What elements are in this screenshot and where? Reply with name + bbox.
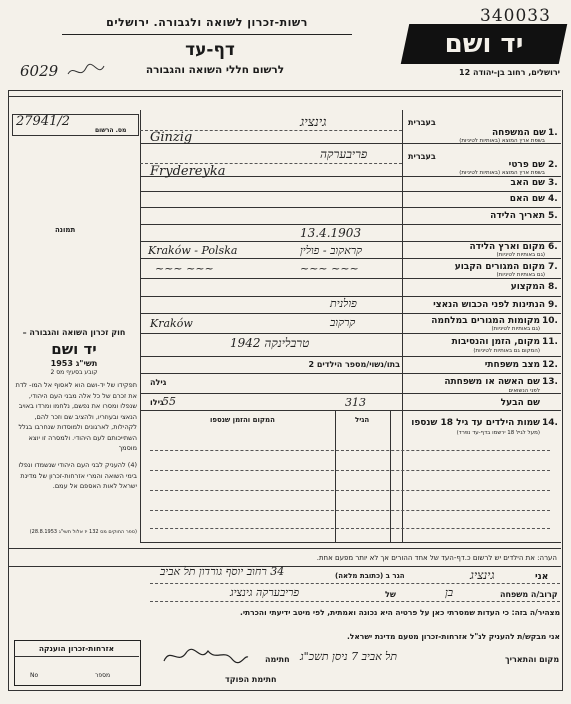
field-1-label: שם המשפחה bbox=[491, 128, 546, 138]
field-14-number: 14. bbox=[542, 418, 558, 428]
field-6-label: מקום וארץ הלידה bbox=[469, 242, 545, 252]
header-rule bbox=[62, 34, 352, 35]
field-3-number: 3. bbox=[548, 178, 558, 188]
note-bottom bbox=[8, 566, 561, 567]
registration-number: 27941/2 bbox=[16, 114, 71, 129]
child-row-1 bbox=[150, 450, 550, 451]
law-reference: (ספר החוקים מס 132 יז אלול תשי"ג 28.8.1953) bbox=[29, 529, 137, 535]
field-7-sub: (גם באותיות לטיניות) bbox=[496, 272, 545, 278]
declarant-name[interactable]: גינציג bbox=[470, 568, 495, 582]
field-13-number: 13. bbox=[542, 377, 558, 387]
children-place-header: המקום והזמן שנספו bbox=[210, 416, 275, 424]
sep-15 bbox=[140, 410, 561, 411]
address-line bbox=[150, 583, 560, 584]
form-title: דף-עד bbox=[185, 40, 235, 60]
relation-line bbox=[150, 601, 560, 602]
logo-text: יד ושם bbox=[444, 29, 524, 59]
field-2-number: 2. bbox=[548, 160, 558, 170]
firstname-hebrew[interactable]: פריבערקה bbox=[320, 147, 368, 161]
signature-mark bbox=[160, 645, 250, 667]
children-col-1 bbox=[335, 410, 336, 542]
marital-status-value[interactable]: בתו/נשוי/מספר הילדים 2 bbox=[308, 360, 400, 369]
child-row-3 bbox=[150, 490, 550, 491]
field-5-number: 5. bbox=[548, 211, 558, 221]
field-1-number: 1. bbox=[548, 128, 558, 138]
husband-label: שם הבעל bbox=[500, 398, 540, 408]
wartime-residence-hebrew[interactable]: קרקוב bbox=[330, 316, 356, 329]
stamp-number: 340033 bbox=[480, 6, 551, 26]
field-8-number: 8. bbox=[548, 282, 558, 292]
relative-name[interactable]: פריבערקה גינציג bbox=[230, 586, 300, 599]
death-place-value[interactable]: 1942 טרבלינקה bbox=[230, 336, 310, 350]
sep-3 bbox=[140, 191, 561, 192]
column-hebrew-header-2: בעברית bbox=[408, 152, 436, 161]
sep-13 bbox=[140, 373, 561, 374]
children-sub: (מעל לגיל 18 ירשמו בדף-עד נפרד) bbox=[456, 430, 540, 436]
birthplace-hebrew[interactable]: קראקוב - פולין bbox=[300, 244, 363, 257]
org-line: רשות-זכרון לשואה ולגבורה. ירושלים bbox=[106, 16, 308, 29]
field-1-sub: בשפת ארץ המוצא (באותיות לטיניות) bbox=[459, 138, 545, 144]
registration-label: מס. הרשום bbox=[95, 127, 127, 134]
sep-5 bbox=[140, 224, 561, 225]
column-hebrew-header: בעברית bbox=[408, 118, 436, 127]
birthplace-latin[interactable]: Kraków - Polska bbox=[148, 244, 238, 257]
law-year: 1953 bbox=[50, 359, 73, 368]
wife-age-label: גילה bbox=[150, 378, 167, 387]
address: ירושלים, רחוב בן-יהודה 12 bbox=[459, 68, 560, 77]
field-2-label: שם פרטי bbox=[508, 160, 545, 170]
left-reference-number: 6029 bbox=[20, 62, 59, 80]
surname-hebrew[interactable]: גינציג bbox=[300, 115, 327, 130]
field-12-number: 12. bbox=[542, 360, 558, 370]
of-label: של bbox=[385, 590, 396, 599]
firstname-latin[interactable]: Frydereyka bbox=[150, 164, 226, 179]
child-row-2 bbox=[150, 470, 550, 471]
child-row-5 bbox=[150, 528, 550, 529]
residing-label: הגר ב (כתובת מלאה) bbox=[335, 572, 405, 580]
birth-date-value[interactable]: 13.4.1903 bbox=[300, 226, 362, 240]
statement-text: מצהיר/ה בזה: כי העדות שמסרתי כאן על פרטיה היא נכונה ואמתית, לפי מיטב ידיעתי והכרתי. bbox=[239, 608, 560, 617]
sep-4 bbox=[140, 207, 561, 208]
scribble-mark bbox=[66, 60, 106, 82]
place-date-label: מקום והתאריך bbox=[505, 655, 560, 664]
signature-label: חתימה bbox=[265, 655, 290, 664]
label-divider bbox=[402, 110, 403, 425]
frame-top bbox=[8, 90, 561, 91]
field-8-label: המקצוע bbox=[510, 282, 545, 292]
relation-value[interactable]: בן bbox=[445, 586, 454, 599]
husband-age-label: גילו bbox=[150, 398, 164, 407]
law-text: תפקידו של יד-ושם הוא לאסוף אל המו- לדת את זכרם של כל אלה מבני העם היהודי, שנפלו ומסרו את נפשם, נלחמו ומרדו באויב הנאצי ובעוזריו, ולהציב שם וזכר להם, לקהילות, לארגונים ולמוסדות שנחרבו בגלל השתייכותם לעם היהודי. ולמסרה זו יוצא מוסמך bbox=[15, 381, 137, 452]
sep-12 bbox=[140, 356, 561, 357]
declarant-label: אני bbox=[535, 572, 549, 582]
law-title: חוק זכרון השואה והגבורה – bbox=[22, 328, 126, 337]
sep-8 bbox=[140, 278, 561, 279]
field-9-label: הנתינות לפני הכבוש הנאצי bbox=[433, 300, 545, 310]
sep-11 bbox=[140, 333, 561, 334]
wartime-residence-latin[interactable]: Kraków bbox=[150, 317, 193, 330]
note-top bbox=[8, 548, 561, 549]
field-10-sub: (גם באותיות לטיניות) bbox=[491, 326, 540, 332]
field-11-label: מקום, הזמן והנסיבות bbox=[451, 337, 540, 347]
note-text: הערה: את הילדים יש לרשום כ.דף-העד של אחד ההורים אך לא יותר מפעם אחת. bbox=[316, 554, 557, 562]
yad-vashem-logo bbox=[401, 24, 568, 64]
field-7-label: מקום המגורים הקבוע bbox=[454, 262, 545, 272]
honorary-box-rule bbox=[14, 656, 139, 657]
field-6-sub: (גם באותיות לטיניות) bbox=[496, 252, 545, 258]
declarant-address[interactable]: 34 רחוב יוסף גורדון תל אביב bbox=[160, 565, 285, 578]
residence-hebrew[interactable]: ~~~ ~~~ bbox=[300, 262, 359, 275]
children-col-2 bbox=[390, 410, 391, 542]
sep-7 bbox=[140, 258, 561, 259]
law-text-2: (4) להעניק לבני העם היהודי שנשמדו ונפלו בימי השואה והמרי אזרחות-זכרון של מדינת ישראל לאות האספם אל עמם. bbox=[18, 461, 137, 490]
photo-label: תמונה bbox=[55, 226, 76, 234]
field-12-label: מצב משפחתי bbox=[484, 360, 540, 370]
honorary-box-no-label: No bbox=[30, 672, 39, 679]
husband-age-value[interactable]: 55 bbox=[162, 395, 176, 408]
field-13-sub: לפני הנשואים bbox=[508, 388, 540, 394]
law-year-row bbox=[12, 359, 136, 368]
form-subtitle: לרשום חללי השואה והגבורה bbox=[145, 64, 285, 76]
nationality-value[interactable]: פולנית bbox=[330, 297, 357, 310]
field-9-number: 9. bbox=[548, 300, 558, 310]
law-year-hebrew: תשי"ג bbox=[75, 359, 98, 368]
place-date-value[interactable]: תל אביב 7 ניסן תשכ"ג bbox=[300, 650, 398, 663]
field-7-number: 7. bbox=[548, 262, 558, 272]
verifier-label: חתימת הפוקד bbox=[225, 675, 277, 684]
relation-label: קרוב/ה משפחה bbox=[500, 590, 558, 599]
children-label: שמות הילדים עד גיל 18 שנספו bbox=[411, 418, 540, 428]
children-bottom bbox=[140, 542, 561, 543]
field-10-number: 10. bbox=[542, 316, 558, 326]
honorary-box-number-label: מספר bbox=[95, 672, 111, 679]
field-4-number: 4. bbox=[548, 194, 558, 204]
field-11-number: 11. bbox=[542, 337, 558, 347]
field-5-label: תאריך הלידה bbox=[490, 211, 545, 221]
field-11-sub: (המקום גם באותיות לטיניות) bbox=[473, 348, 540, 354]
law-section: קובע בסעיף מס 2 bbox=[50, 369, 98, 376]
child-row-4 bbox=[150, 510, 550, 511]
request-text: אני מבקש/ת להעניק לנ"ל אזרחות-זכרון מטעם מדינת ישראל. bbox=[346, 632, 560, 641]
frame-top-2 bbox=[8, 96, 561, 97]
field-13-label: שם האשה או משפחתה bbox=[444, 377, 540, 387]
residence-latin[interactable]: ~~~ ~~~ bbox=[155, 262, 214, 275]
husband-value[interactable]: 313 bbox=[345, 396, 366, 409]
field-3-label: שם האב bbox=[510, 178, 545, 188]
honorary-box-title: אזרחות-זכרון הוענקה bbox=[38, 644, 115, 653]
children-col-3 bbox=[402, 410, 403, 542]
surname-latin[interactable]: Ginzig bbox=[150, 130, 193, 145]
sep-10 bbox=[140, 313, 561, 314]
sidebar-divider bbox=[140, 110, 141, 542]
field-4-label: שם האם bbox=[509, 194, 545, 204]
field-10-label: מקומות המגורים במלחמה bbox=[431, 316, 540, 326]
law-name: יד ושם bbox=[51, 340, 97, 358]
field-2-sub: בשפת ארץ המוצא (באותיות לטיניות) bbox=[459, 170, 545, 176]
field-6-number: 6. bbox=[548, 242, 558, 252]
children-age-header: הגיל bbox=[355, 416, 370, 424]
